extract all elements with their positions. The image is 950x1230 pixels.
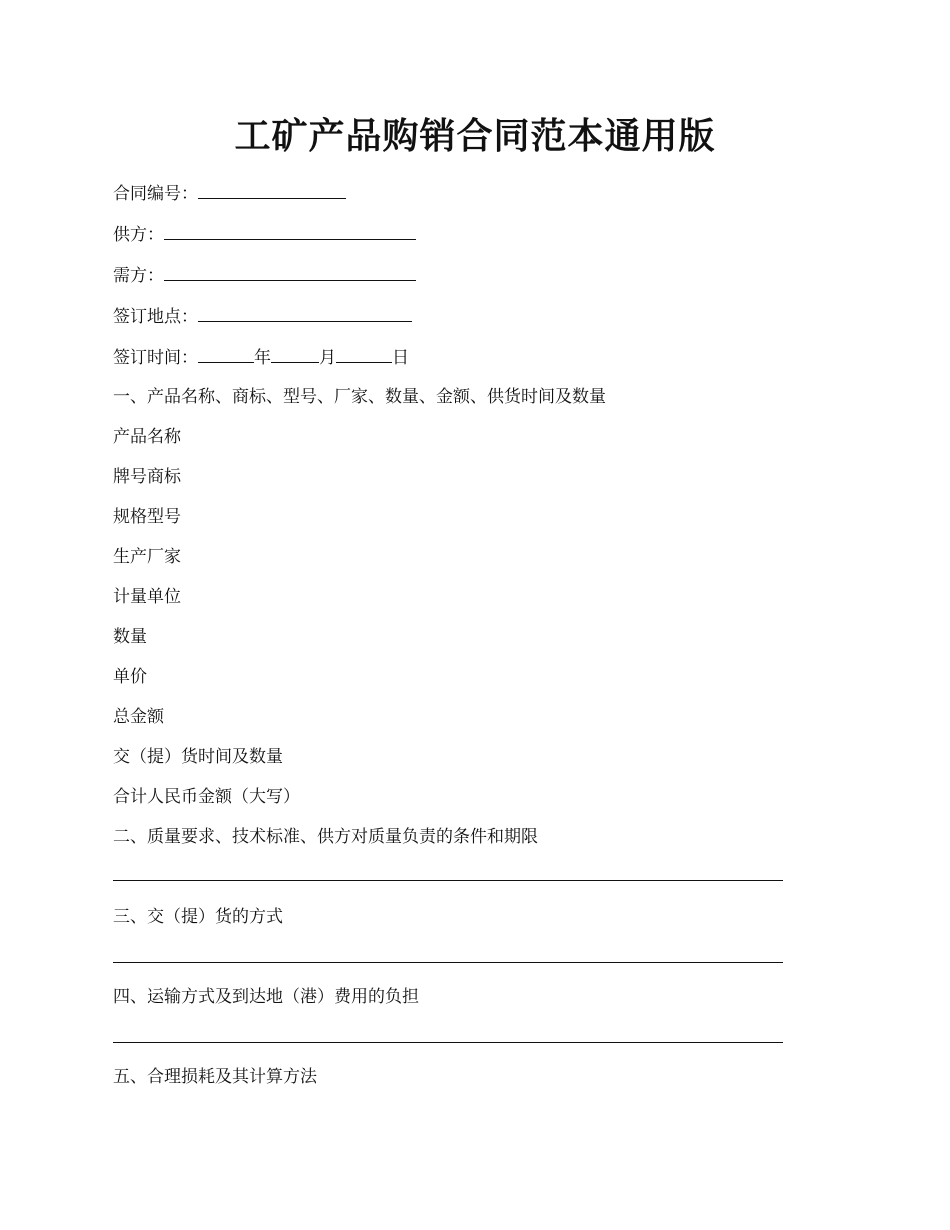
supplier-label: 供方： <box>113 225 164 245</box>
supplier-blank[interactable] <box>164 221 416 240</box>
section-5-heading: 五、合理损耗及其计算方法 <box>113 1067 317 1087</box>
day-blank[interactable] <box>336 344 392 363</box>
section-1-item: 交（提）货时间及数量 <box>113 747 283 767</box>
month-label: 月 <box>319 348 336 368</box>
year-label: 年 <box>254 348 271 368</box>
month-blank[interactable] <box>271 344 319 363</box>
section-4-heading: 四、运输方式及到达地（港）费用的负担 <box>113 987 419 1007</box>
day-label: 日 <box>392 348 409 368</box>
contract-number-blank[interactable] <box>198 180 346 199</box>
sign-place-field <box>113 303 412 329</box>
section-1-item: 单价 <box>113 667 147 687</box>
section-3-heading: 三、交（提）货的方式 <box>113 907 283 927</box>
section-1-item: 牌号商标 <box>113 467 181 487</box>
section-1-item: 产品名称 <box>113 427 181 447</box>
section-1-item: 合计人民币金额（大写） <box>113 787 300 807</box>
section-1-item: 数量 <box>113 627 147 647</box>
section-4-fill-line[interactable] <box>113 1042 783 1043</box>
section-1-item: 规格型号 <box>113 507 181 527</box>
buyer-field <box>113 262 416 288</box>
document-title: 工矿产品购销合同范本通用版 <box>234 115 716 157</box>
section-1-item: 总金额 <box>113 707 164 727</box>
section-1-item: 生产厂家 <box>113 547 181 567</box>
contract-number-field <box>113 180 346 206</box>
contract-number-label: 合同编号： <box>113 184 198 204</box>
sign-place-label: 签订地点： <box>113 307 198 327</box>
section-2-fill-line[interactable] <box>113 880 783 881</box>
sign-place-blank[interactable] <box>198 303 412 322</box>
section-2-heading: 二、质量要求、技术标准、供方对质量负责的条件和期限 <box>113 827 538 847</box>
sign-time-label: 签订时间： <box>113 348 198 368</box>
buyer-blank[interactable] <box>164 262 416 281</box>
year-blank[interactable] <box>198 344 254 363</box>
supplier-field <box>113 221 416 247</box>
section-3-fill-line[interactable] <box>113 962 783 963</box>
section-1-item: 计量单位 <box>113 587 181 607</box>
buyer-label: 需方： <box>113 266 164 286</box>
section-1-heading: 一、产品名称、商标、型号、厂家、数量、金额、供货时间及数量 <box>113 387 606 407</box>
sign-time-field <box>113 344 409 370</box>
